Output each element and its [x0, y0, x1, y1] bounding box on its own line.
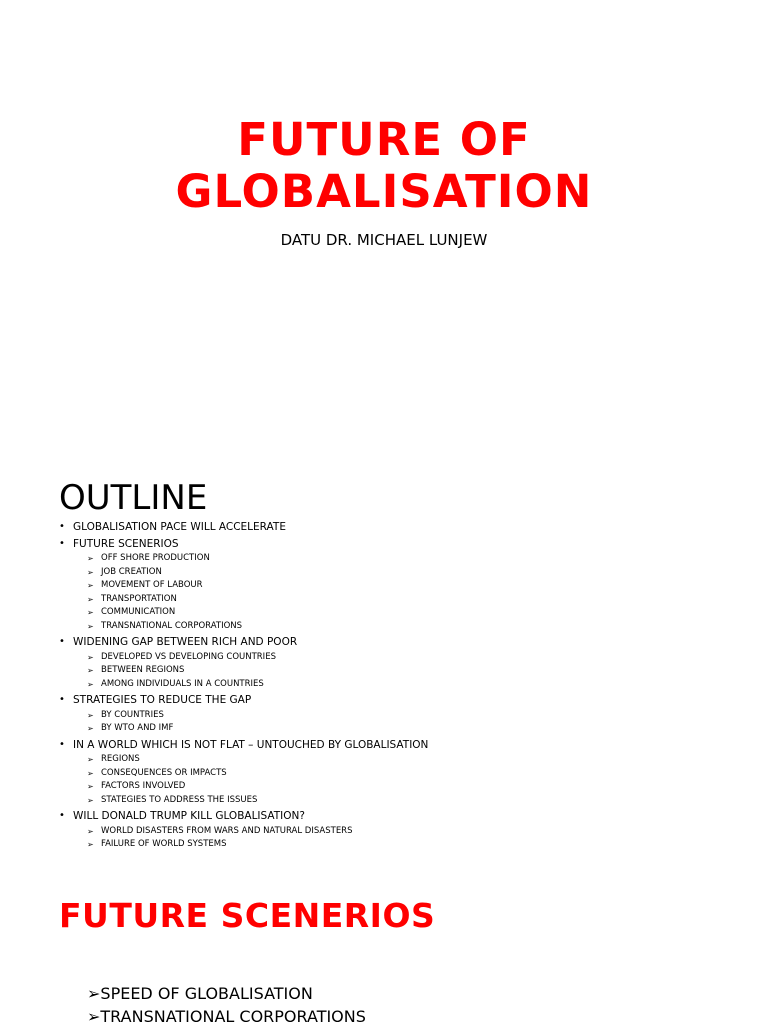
outline-item [59, 635, 739, 691]
outline-sub-item [87, 620, 739, 634]
bullet-icon: • [59, 521, 65, 532]
main-title [0, 114, 768, 218]
arrow-bullet-icon: ➢ [87, 621, 94, 631]
arrow-bullet-icon: ➢ [87, 666, 94, 675]
outline-sub-item [87, 753, 739, 767]
outline-item [59, 537, 739, 634]
outline-item [59, 738, 739, 808]
outline-sub-item [87, 794, 739, 808]
future-scenerios-item [87, 982, 366, 1005]
outline-slide [0, 440, 768, 870]
outline-sub-list [73, 825, 739, 852]
outline-sub-list [73, 753, 739, 807]
outline-sub-item-label: COMMUNICATION [101, 607, 176, 617]
outline-sub-item [87, 566, 739, 580]
outline-item [59, 520, 739, 535]
outline-item-label: WILL DONALD TRUMP KILL GLOBALISATION? [73, 810, 305, 822]
outline-sub-item-label: FACTORS INVOLVED [101, 781, 186, 791]
arrow-bullet-icon: ➢ [87, 594, 94, 604]
arrow-bullet-icon: ➢ [87, 724, 94, 733]
outline-sub-item [87, 678, 739, 692]
arrow-bullet-icon: ➢ [87, 710, 94, 720]
outline-sub-item [87, 838, 739, 852]
outline-sub-item-label: BETWEEN REGIONS [101, 665, 185, 675]
outline-sub-item-label: REGIONS [101, 754, 140, 764]
future-scenerios-item [87, 1005, 366, 1028]
main-title-line-1: FUTURE OF [237, 113, 531, 166]
bullet-icon: • [59, 738, 65, 750]
outline-sub-item-label: CONSEQUENCES OR IMPACTS [101, 767, 227, 778]
future-scenerios-title: FUTURE SCENERIOS [59, 896, 436, 935]
outline-item-label: GLOBALISATION PACE WILL ACCELERATE [73, 521, 286, 533]
outline-sub-item [87, 593, 739, 607]
arrow-bullet-icon: ➢ [87, 567, 94, 577]
title-slide [0, 0, 768, 440]
future-scenerios-item-label: SPEED OF GLOBALISATION [100, 984, 313, 1003]
outline-sub-item [87, 552, 739, 566]
outline-sub-item-label: JOB CREATION [101, 566, 162, 577]
outline-sub-item-label: TRANSNATIONAL CORPORATIONS [101, 620, 243, 631]
arrow-bullet-icon: ➢ [87, 826, 94, 836]
outline-sub-item [87, 825, 739, 839]
outline-sub-item-label: OFF SHORE PRODUCTION [101, 553, 210, 563]
bullet-icon: • [59, 810, 65, 821]
outline-item [59, 809, 739, 852]
bullet-icon: • [59, 537, 65, 549]
outline-sub-item-label: FAILURE OF WORLD SYSTEMS [101, 839, 227, 849]
outline-title: OUTLINE [59, 478, 208, 518]
arrow-bullet-icon: ➢ [87, 768, 94, 778]
outline-sub-list [73, 709, 739, 736]
outline-sub-item [87, 664, 739, 678]
bullet-icon: • [59, 636, 65, 647]
arrow-bullet-icon: ➢ [87, 1007, 101, 1026]
outline-sub-item-label: AMONG INDIVIDUALS IN A COUNTRIES [101, 678, 264, 689]
outline-sub-item [87, 722, 739, 736]
arrow-bullet-icon: ➢ [87, 554, 94, 563]
outline-item [59, 693, 739, 736]
future-scenerios-slide [0, 870, 768, 1024]
outline-sub-item [87, 579, 739, 593]
outline-item-label: STRATEGIES TO REDUCE THE GAP [73, 694, 252, 706]
arrow-bullet-icon: ➢ [87, 652, 94, 662]
arrow-bullet-icon: ➢ [87, 840, 94, 849]
outline-sub-item [87, 606, 739, 620]
arrow-bullet-icon: ➢ [87, 984, 101, 1003]
outline-item-label: FUTURE SCENERIOS [73, 537, 179, 550]
outline-sub-item [87, 780, 739, 794]
outline-sub-item-label: BY WTO AND IMF [101, 723, 174, 733]
outline-sub-item-label: WORLD DISASTERS FROM WARS AND NATURAL DISASTERS [101, 825, 353, 836]
outline-item-label: IN A WORLD WHICH IS NOT FLAT – UNTOUCHED BY GLOBALISATION [73, 738, 429, 751]
arrow-bullet-icon: ➢ [87, 679, 94, 689]
outline-sub-item-label: MOVEMENT OF LABOUR [101, 580, 203, 590]
main-title-line-2: GLOBALISATION [175, 165, 593, 218]
outline-list [59, 520, 739, 852]
arrow-bullet-icon: ➢ [87, 795, 94, 805]
future-scenerios-item-label: TRANSNATIONAL CORPORATIONS [100, 1007, 366, 1026]
arrow-bullet-icon: ➢ [87, 608, 94, 617]
outline-sub-item-label: STATEGIES TO ADDRESS THE ISSUES [101, 794, 258, 805]
outline-sub-item-label: TRANSPORTATION [101, 593, 177, 604]
outline-sub-item [87, 651, 739, 665]
outline-sub-item [87, 709, 739, 723]
bullet-icon: • [59, 694, 65, 705]
outline-sub-list [73, 651, 739, 692]
arrow-bullet-icon: ➢ [87, 581, 94, 590]
outline-item-label: WIDENING GAP BETWEEN RICH AND POOR [73, 636, 298, 648]
outline-sub-list [73, 552, 739, 633]
author-name: DATU DR. MICHAEL LUNJEW [280, 231, 488, 249]
arrow-bullet-icon: ➢ [87, 755, 94, 764]
outline-sub-item [87, 767, 739, 781]
outline-sub-item-label: DEVELOPED VS DEVELOPING COUNTRIES [101, 651, 276, 662]
arrow-bullet-icon: ➢ [87, 782, 94, 791]
outline-sub-item-label: BY COUNTRIES [101, 709, 164, 720]
future-scenerios-list [87, 982, 366, 1028]
